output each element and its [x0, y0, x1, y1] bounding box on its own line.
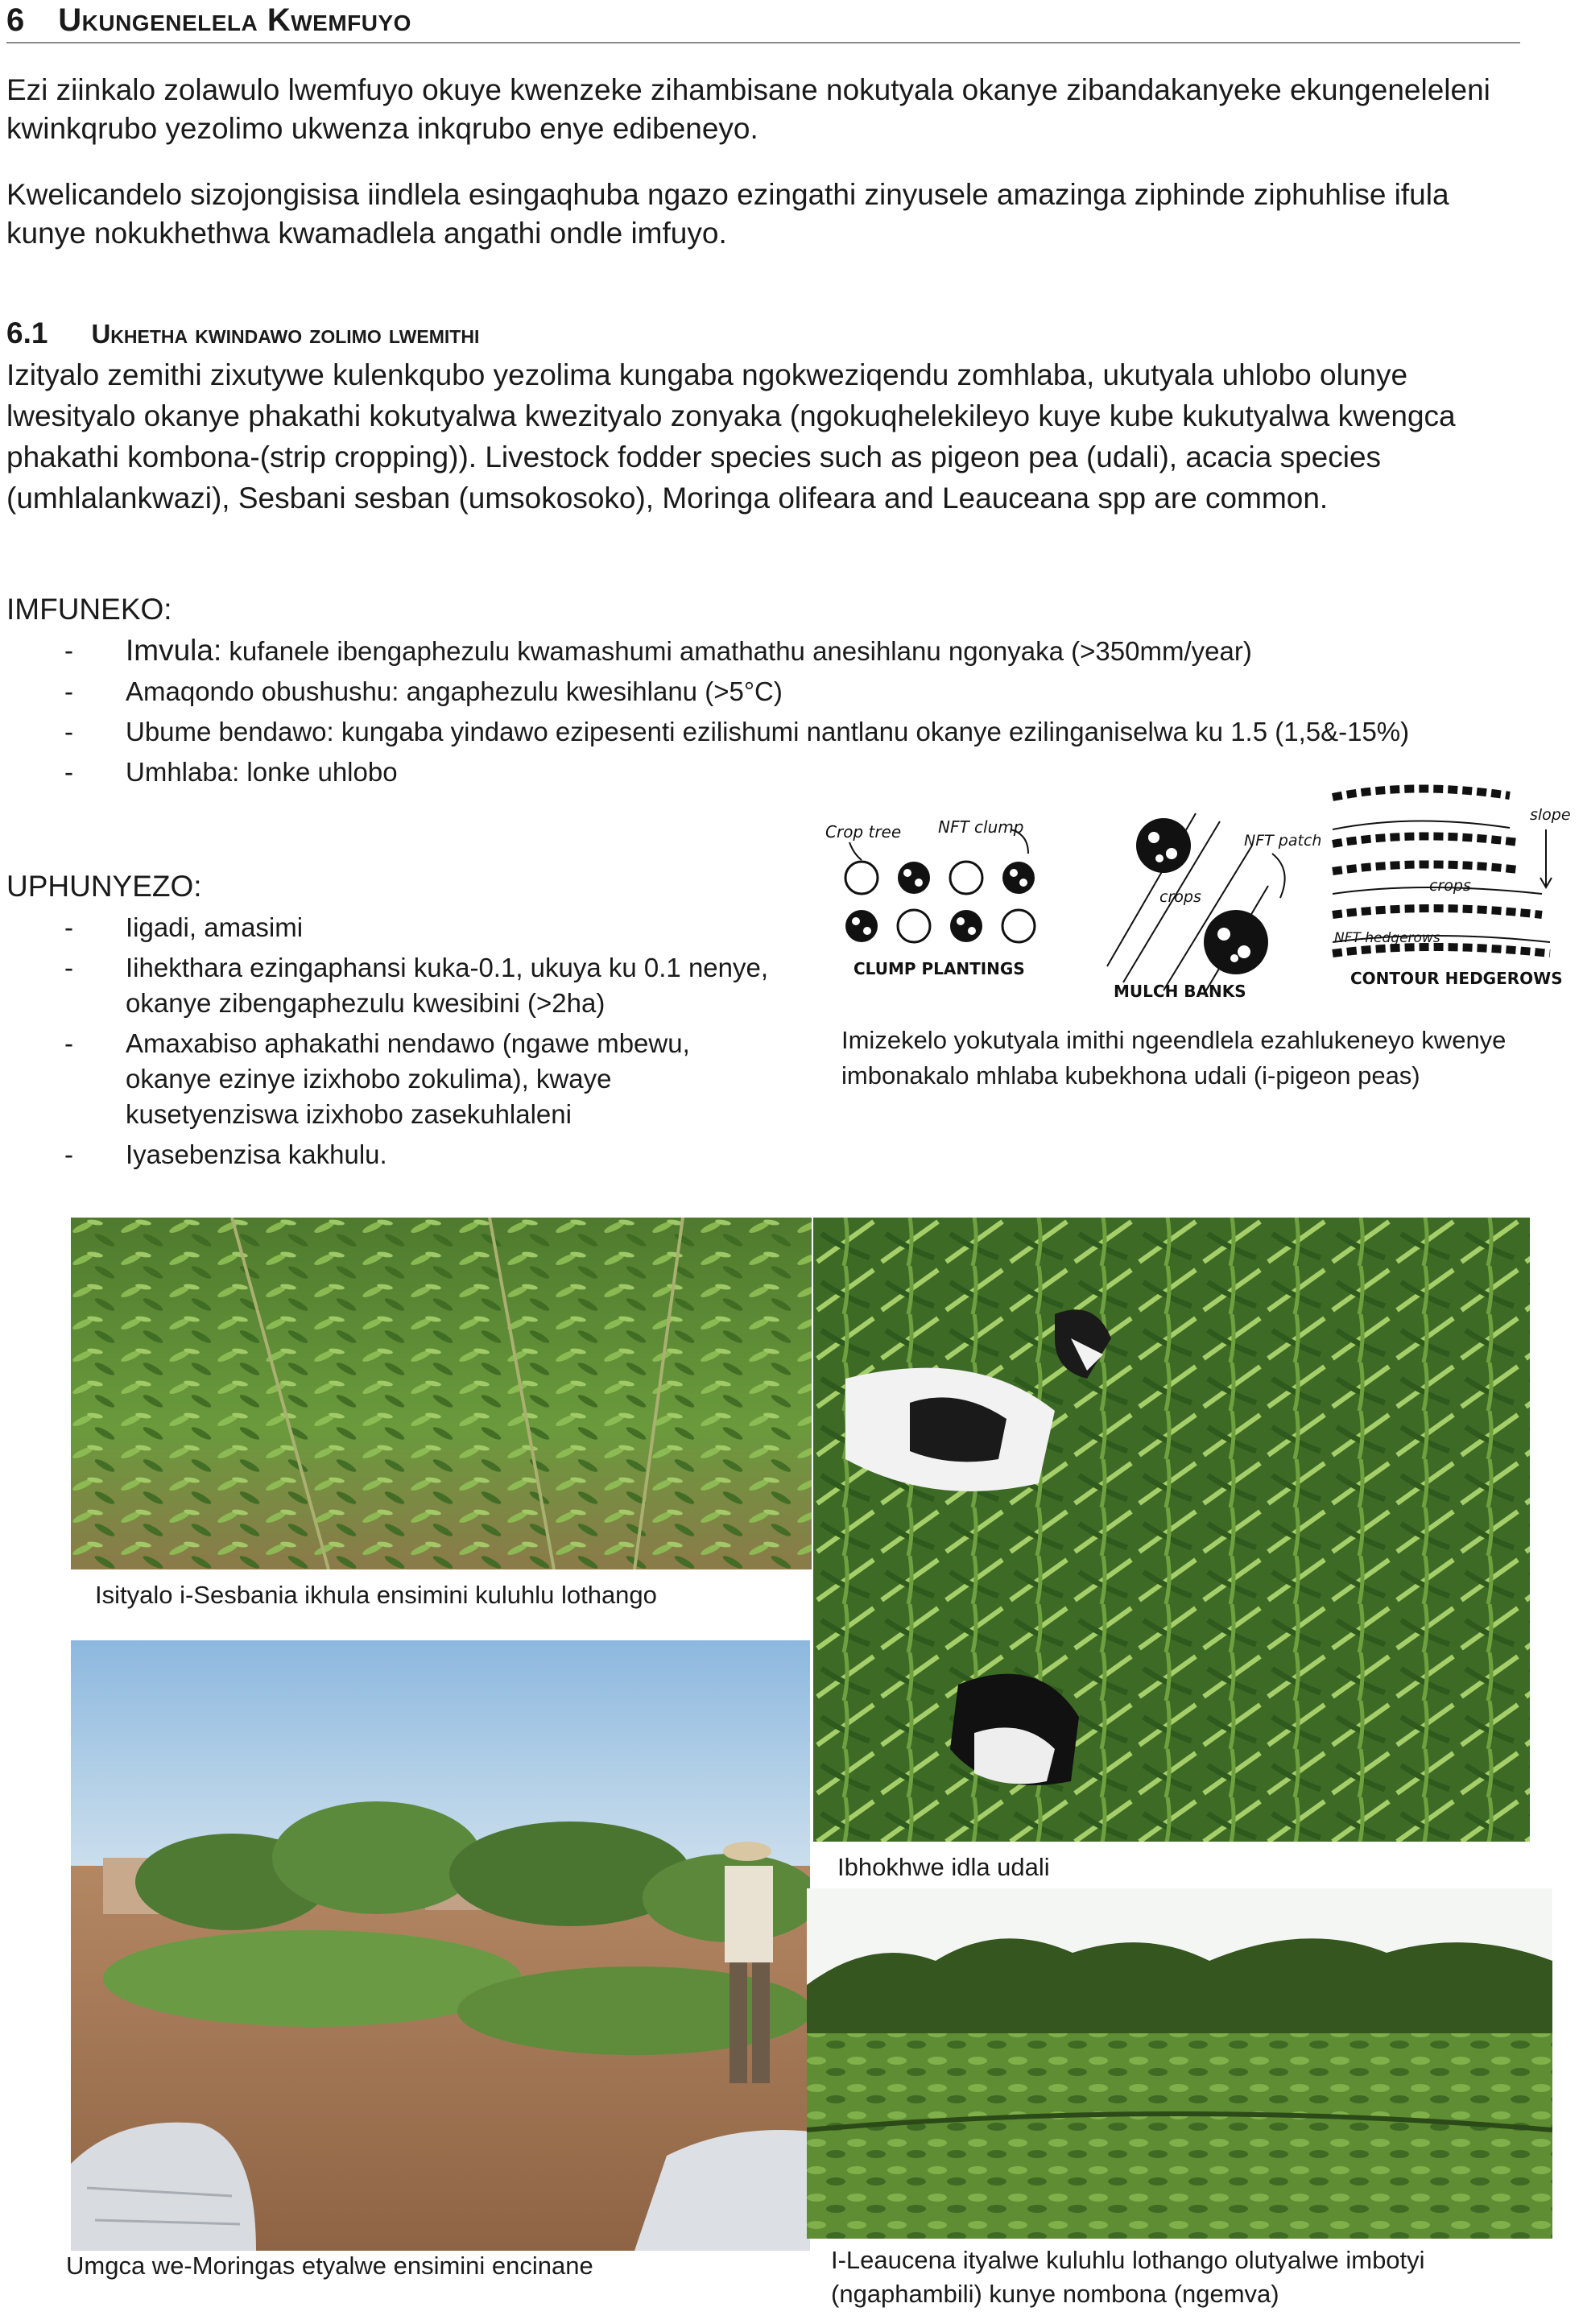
- suggestions-label: UPHUNYEZO:: [6, 870, 202, 903]
- sesbania-caption-box: [71, 1569, 812, 1629]
- intro-paragraph-2: Kwelicandelo sizojongisisa iindlela esingaqhuba ngazo ezingathi zinyusele amazinga ziphinde ziphuhlise ifula kunye nokukhethwa kwamadlela angathi ondle imfuyo.: [6, 178, 1449, 250]
- goat-photo: [813, 1218, 1530, 1842]
- requirement-text: kufanele ibengaphezulu kwamashumi amathathu anesihlanu ngonyaka (>350mm/year): [221, 636, 1252, 666]
- subsection-heading: [6, 316, 1520, 352]
- crop-tree-label: Crop tree: [825, 822, 902, 842]
- contour-hedgerows-label: CONTOUR HEDGEROWS: [1350, 969, 1563, 988]
- planting-diagram-svg: [817, 781, 1582, 1015]
- moringa-photo: [71, 1640, 810, 2251]
- contour-hedgerows-panel: [1333, 788, 1571, 988]
- subsection-title: Ukhetha kwindawo zolimo lwemithi: [91, 319, 480, 349]
- planting-diagram: [817, 781, 1582, 1015]
- requirement-text: Umhlaba: lonke uhlobo: [126, 757, 398, 787]
- section-heading: [6, 0, 1520, 43]
- nft-clump-label: NFT clump: [938, 817, 1024, 837]
- requirement-item: - Amaqondo obushushu: angaphezulu kwesihlanu (>5°C): [64, 676, 783, 706]
- diagram-caption: Imizekelo yokutyala imithi ngeendlela ezahlukeneyo kwenye imbonakalo mhlaba kubekhona udali (i-pigeon peas): [841, 1026, 1507, 1090]
- nft-patch-label: NFT patch: [1244, 832, 1322, 850]
- suggestions-list: [6, 910, 779, 1172]
- requirement-item: - Umhlaba: lonke uhlobo: [64, 757, 398, 787]
- nft-hedgerows-label: NFT hedgerows: [1334, 930, 1440, 946]
- requirement-key: Imvula:: [126, 634, 222, 667]
- goat-caption-box: [813, 1842, 1530, 1892]
- crops-contour-label: crops: [1429, 877, 1471, 895]
- sesbania-photo: [71, 1218, 812, 1569]
- requirement-text: Ubume bendawo: kungaba yindawo ezipesenti ezilishumi nantlanu okanye ezilinganiselwa ku 1.5 (1,5&-15%): [126, 717, 1410, 746]
- requirement-item: - Imvula: kufanele ibengaphezulu kwamashumi amathathu anesihlanu ngonyaka (>350mm/year): [64, 634, 1252, 667]
- subsection-body: Izityalo zemithi zixutywe kulenkqubo yezolima kungaba ngokweziqendu zomhlaba, ukutyala uhlobo olunye lwesityalo okanye phakathi kokutyalwa kwezityalo zonyaka (ngokuqhelekileyo kuye kube kukutyalwa kwengca phakathi kombona-(strip cropping)). Livestock fodder species such as pigeon pea (udali), acacia species (umhlalankwazi), Sesbani sesban (umsokosoko), Moringa olifeara and Leauceana spp are common.: [6, 358, 1456, 515]
- suggestion-text: Amaxabiso aphakathi nendawo (ngawe mbewu, okanye ezinye izixhobo zokulima), kwaye kusetyenziswa izixhobo zasekuhlaleni: [126, 1028, 690, 1129]
- leucaena-caption: I-Leaucena ityalwe kuluhlu lothango olutyalwe imbotyi (ngaphambili) kunye nombona (ngemva): [831, 2246, 1425, 2308]
- crops-mulch-label: crops: [1159, 888, 1201, 906]
- suggestion-text: Iihekthara ezingaphansi kuka-0.1, ukuya ku 0.1 nenye, okanye zibengaphezulu kwesibini (>2ha): [126, 953, 769, 1018]
- requirements-list: [6, 633, 1520, 790]
- clump-plantings-label: CLUMP PLANTINGS: [853, 959, 1025, 978]
- suggestion-text: Iyasebenzisa kakhulu.: [126, 1139, 387, 1169]
- suggestion-item: - Iigadi, amasimi: [64, 912, 304, 942]
- section-title: Ukungenelela Kwemfuyo: [58, 2, 411, 38]
- clump-plantings-panel: [825, 817, 1035, 978]
- leucaena-photo: [807, 1888, 1552, 2239]
- suggestion-text: Iigadi, amasimi: [126, 912, 304, 942]
- sesbania-caption: Isityalo i-Sesbania ikhula ensimini kuluhlu lothango: [95, 1581, 657, 1609]
- suggestion-item: - Iihekthara ezingaphansi kuka-0.1, ukuya ku 0.1 nenye, okanye zibengaphezulu kwesibini (>2ha): [64, 953, 769, 1018]
- suggestion-item: - Amaxabiso aphakathi nendawo (ngawe mbewu, okanye ezinye izixhobo zokulima), kwaye kusetyenziswa izixhobo zasekuhlaleni: [64, 1028, 690, 1129]
- requirement-item: - Ubume bendawo: kungaba yindawo ezipesenti ezilishumi nantlanu okanye ezilinganiselwa ku 1.5 (1,5&-15%): [64, 717, 1410, 746]
- moringa-caption: Umgca we-Moringas etyalwe ensimini encinane: [66, 2252, 593, 2280]
- section-number: 6: [6, 2, 25, 38]
- slope-label: slope: [1530, 806, 1571, 824]
- requirement-text: Amaqondo obushushu: angaphezulu kwesihlanu (>5°C): [126, 676, 783, 706]
- goat-caption: Ibhokhwe idla udali: [837, 1853, 1050, 1881]
- intro-paragraph-1: Ezi ziinkalo zolawulo lwemfuyo okuye kwenzeke zihambisane nokutyala okanye zibandakanyeke ekungeneleleni kwinkqrubo yezolimo ukwenza inkqrubo enye edibeneyo.: [6, 73, 1490, 145]
- subsection-number: 6.1: [6, 316, 48, 349]
- mulch-banks-panel: [1107, 813, 1321, 1001]
- mulch-banks-label: MULCH BANKS: [1114, 982, 1246, 1001]
- requirements-label: IMFUNEKO:: [6, 593, 172, 626]
- suggestion-item: - Iyasebenzisa kakhulu.: [64, 1139, 387, 1169]
